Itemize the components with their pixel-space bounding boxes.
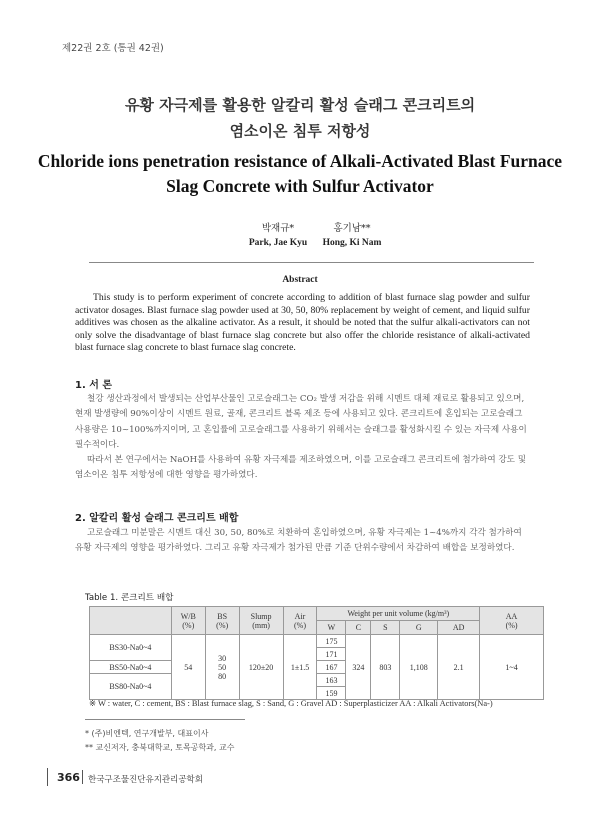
header-ad: AD bbox=[438, 621, 480, 635]
english-title-line2: Slag Concrete with Sulfur Activator bbox=[166, 176, 434, 196]
section-2-body bbox=[75, 526, 530, 557]
header-wb: W/B (%) bbox=[171, 607, 205, 635]
row-label-bs50: BS50-Na0~4 bbox=[90, 661, 172, 674]
abstract-heading: Abstract bbox=[282, 275, 318, 285]
title-divider bbox=[89, 262, 534, 263]
cell-wb: 54 bbox=[171, 635, 205, 700]
korean-title-line2: 염소이온 침투 저항성 bbox=[229, 122, 371, 140]
cell-air: 1±1.5 bbox=[283, 635, 317, 700]
footer-separator bbox=[82, 770, 83, 784]
section-1-body bbox=[75, 392, 530, 484]
section-1-heading: 1. 서 론 bbox=[75, 380, 113, 391]
cell-slump: 120±20 bbox=[239, 635, 283, 700]
cell-aa: 1~4 bbox=[480, 635, 544, 700]
header-slump: Slump (mm) bbox=[239, 607, 283, 635]
cell-w: 171 bbox=[317, 648, 346, 661]
header-s: S bbox=[371, 621, 400, 635]
table-caption: Table 1. 콘크리트 배합 bbox=[85, 593, 174, 603]
section-2-heading: 2. 알칼리 활성 슬래그 콘크리트 배합 bbox=[75, 513, 239, 524]
cell-w: 175 bbox=[317, 635, 346, 648]
author-1-english: Park, Jae Kyu bbox=[248, 238, 308, 248]
header-w: W bbox=[317, 621, 346, 635]
cell-c: 324 bbox=[346, 635, 371, 700]
header-bs: BS (%) bbox=[205, 607, 239, 635]
cell-w: 167 bbox=[317, 661, 346, 674]
footer-bar bbox=[47, 768, 48, 786]
section-1-paragraph-2: 따라서 본 연구에서는 NaOH를 사용하여 유황 자극제를 제조하였으며, 이를 고로슬래그 콘크리트에 첨가하여 강도 및 염소이온 침투 저항성에 대한 영향을 평가하였다. bbox=[75, 455, 526, 481]
footnote-2: ** 교신저자, 충북대학교, 토목공학과, 교수 bbox=[85, 743, 235, 752]
cell-g: 1,108 bbox=[400, 635, 438, 700]
author-2-english: Hong, Ki Nam bbox=[322, 238, 382, 248]
header-mix-name bbox=[90, 607, 172, 635]
cell-bs: 30 50 80 bbox=[205, 635, 239, 700]
author-2-korean: 홍기남** bbox=[333, 223, 371, 234]
cell-w: 159 bbox=[317, 687, 346, 700]
journal-volume: 제22권 2호 (통권 42권) bbox=[62, 43, 164, 54]
english-title-line1: Chloride ions penetration resistance of Alkali-Activated Blast Furnace bbox=[37, 151, 563, 171]
header-c: C bbox=[346, 621, 371, 635]
cell-s: 803 bbox=[371, 635, 400, 700]
footnote-1: * (주)비엔텍, 연구개발부, 대표이사 bbox=[85, 729, 209, 738]
cell-ad: 2.1 bbox=[438, 635, 480, 700]
row-label-bs80: BS80-Na0~4 bbox=[90, 674, 172, 700]
header-weight-per-unit-volume: Weight per unit volume (kg/m³) bbox=[317, 607, 480, 621]
row-label-bs30: BS30-Na0~4 bbox=[90, 635, 172, 661]
cell-w: 163 bbox=[317, 674, 346, 687]
abstract-text: This study is to perform experiment of concrete according to addition of blast furnace slag powder and sulfur activator dosages. Blast furnace slag powder used at 30, 50, 80% replacement by weight of cement, and liquid sulfur additives was chosen as the alkaline activator. As a result, it should be noted that the sulfur alkali-activators can not only solve the disadvantage of blast furnace slag concrete but also offer the chloride resistance of alkali-activated blast furnace slag concrete to blast furnace slag concrete. bbox=[75, 292, 530, 354]
page-number: 366 bbox=[57, 771, 80, 784]
header-air: Air (%) bbox=[283, 607, 317, 635]
header-g: G bbox=[400, 621, 438, 635]
korean-title-line1: 유황 자극제를 활용한 알칼리 활성 슬래그 콘크리트의 bbox=[124, 96, 476, 114]
journal-name: 한국구조물진단유지관리공학회 bbox=[88, 775, 203, 785]
footnote-divider bbox=[85, 719, 245, 720]
mix-design-table bbox=[89, 606, 544, 700]
section-2-paragraph-1: 고로슬래그 미분말은 시멘트 대신 30, 50, 80%로 치환하여 혼입하였으며, 유황 자극제는 1~4%까지 각각 첨가하여 유황 자극제의 영향을 평가하였다. 그리고 유황 자극제가 첨가된 만큼 기준 단위수량에서 차감하여 배합을 보정하였다. bbox=[75, 528, 522, 554]
header-aa: AA (%) bbox=[480, 607, 544, 635]
table-note: ※ W : water, C : cement, BS : Blast furnace slag, S : Sand, G : Gravel AD : Superplasticizer AA : Alkali Activators(Na-) bbox=[89, 699, 493, 708]
author-1-korean: 박재규* bbox=[261, 223, 295, 234]
section-1-paragraph-1: 철강 생산과정에서 발생되는 산업부산물인 고로슬래그는 CO₂ 발생 저감을 위해 시멘트 대체 재료로 활용되고 있으며, 현재 발생량에 90%이상이 시멘트 원료, 골재, 콘크리트 블록 제조 등에 사용되고 있다. 콘크리트에 혼입되는 고로슬래그 사용량은 10~100%까지이며, 고 혼입률에 고로슬래그를 사용하기 위해서는 슬래그를 활성화시킬 수 있는 자극제 사용이 필수적이다. bbox=[75, 394, 527, 450]
